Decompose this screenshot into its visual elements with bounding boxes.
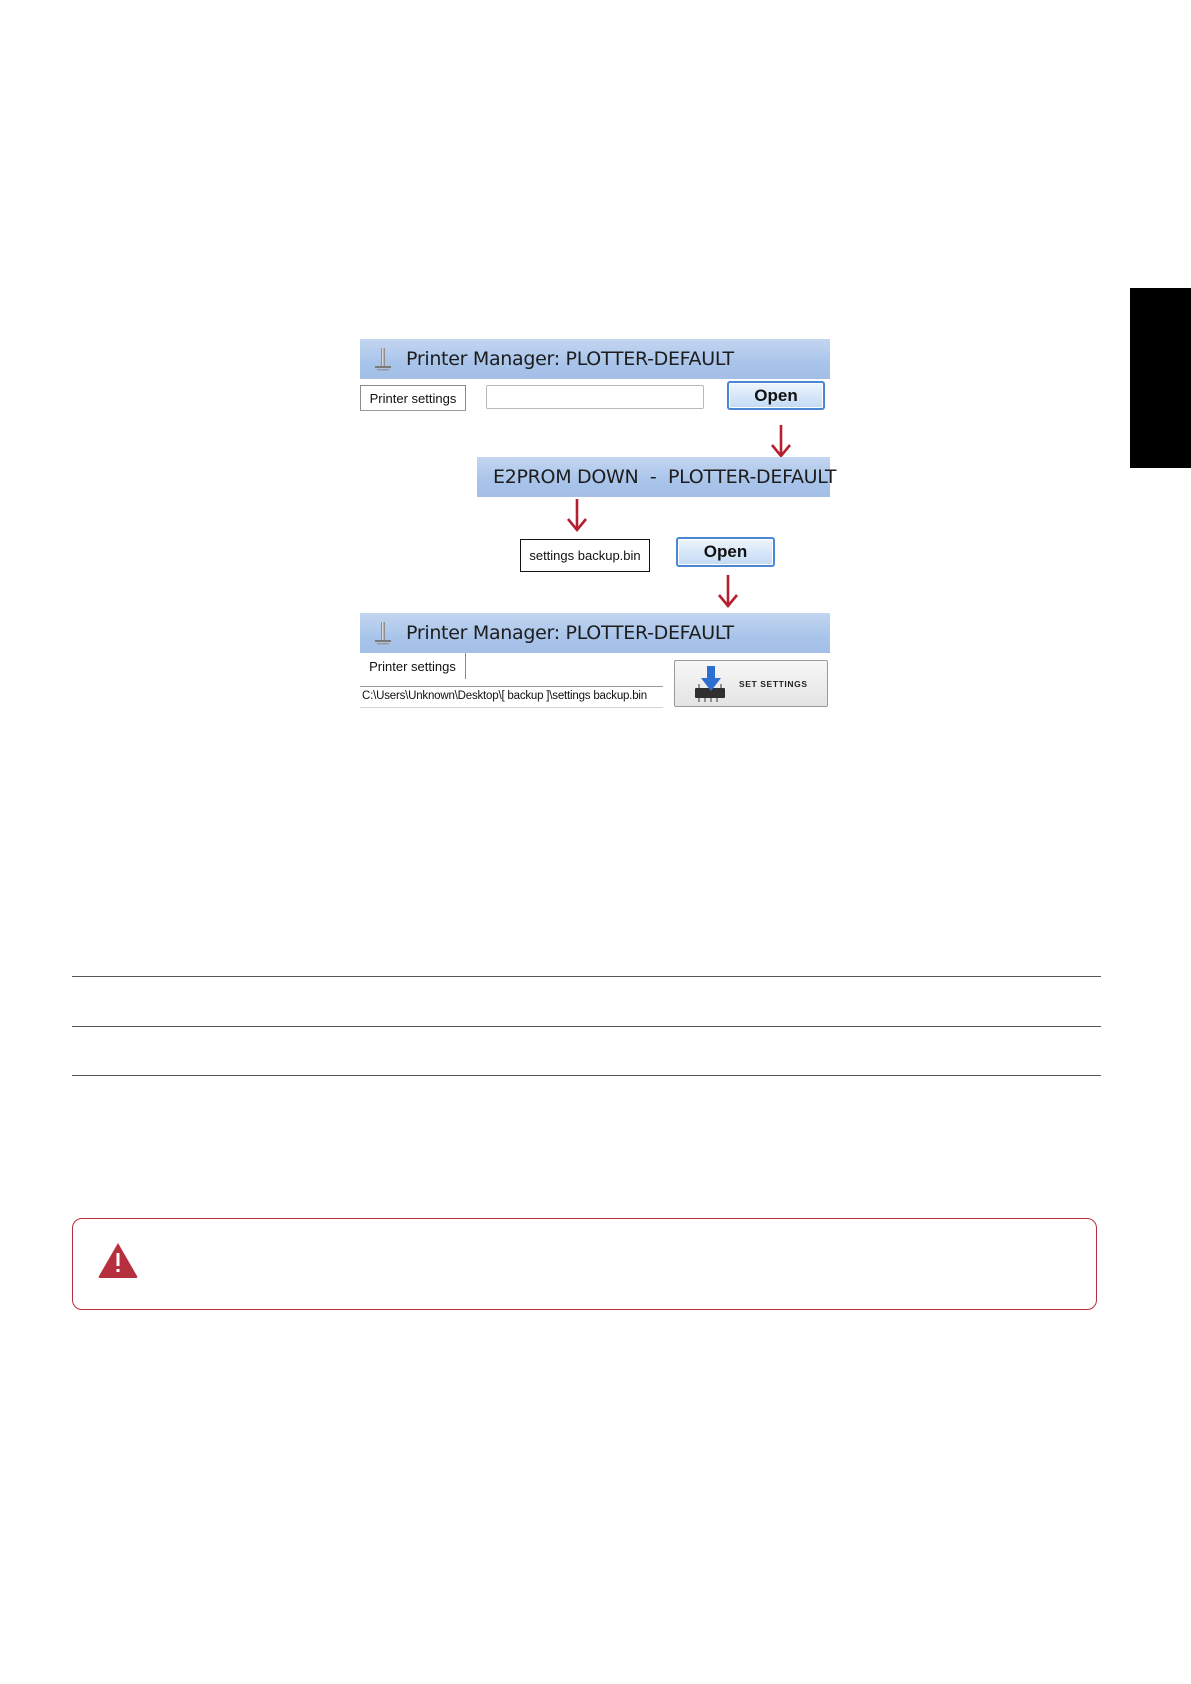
warning-box (72, 1218, 1097, 1310)
set-settings-button[interactable] (674, 660, 828, 707)
arrow-down-icon (565, 497, 589, 533)
path-bottom-line (360, 707, 663, 708)
tab-printer-settings[interactable]: Printer settings (360, 385, 466, 411)
file-name-item[interactable]: settings backup.bin (520, 539, 650, 572)
printer-manager-app-icon (368, 618, 398, 648)
printer-manager-titlebar (360, 613, 830, 653)
warning-triangle-icon (97, 1241, 139, 1279)
set-settings-label: SET SETTINGS (739, 678, 808, 689)
printer-manager-titlebar (360, 339, 830, 379)
section-side-tab (1130, 288, 1191, 468)
table-rule (72, 1026, 1101, 1027)
tab-baseline (360, 410, 466, 411)
path-underline (360, 686, 663, 687)
e2prom-titlebar (477, 457, 837, 497)
window-title: Printer Manager: PLOTTER-DEFAULT (406, 622, 734, 644)
tab-printer-settings[interactable]: Printer settings (360, 653, 466, 679)
arrow-down-icon (716, 573, 740, 609)
table-rule (72, 976, 1101, 977)
table-rule (72, 1075, 1101, 1076)
file-path-input[interactable] (486, 385, 704, 409)
printer-manager-app-icon (368, 344, 398, 374)
download-to-chip-icon (689, 664, 733, 704)
dialog-title: E2PROM DOWN - PLOTTER-DEFAULT (493, 466, 837, 488)
open-button[interactable]: Open (676, 537, 775, 567)
window-title: Printer Manager: PLOTTER-DEFAULT (406, 348, 734, 370)
open-button[interactable]: Open (727, 381, 825, 410)
arrow-down-icon (769, 423, 793, 459)
file-path-value[interactable]: C:\Users\Unknown\Desktop\[ backup ]\settings backup.bin (362, 690, 647, 702)
